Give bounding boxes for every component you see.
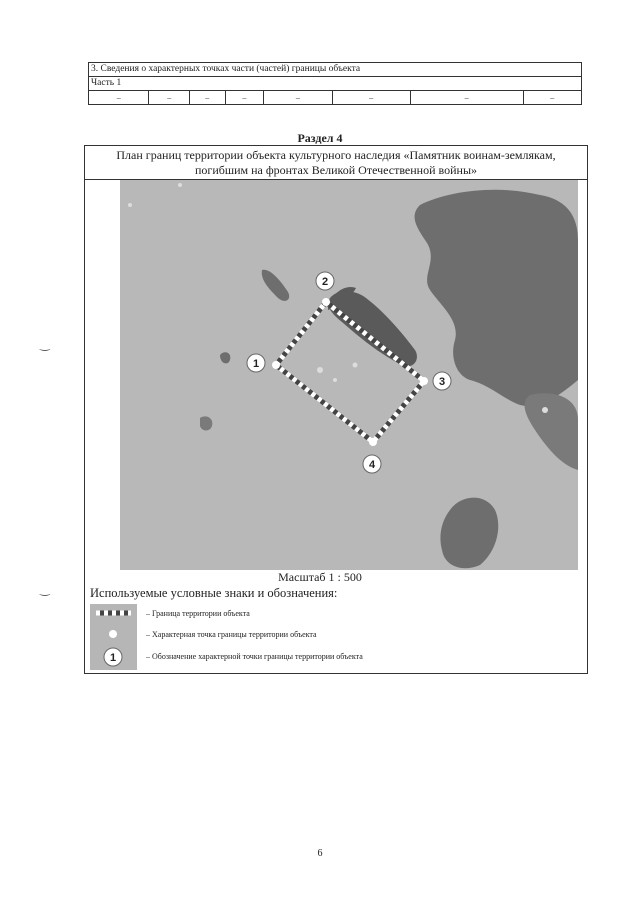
point-label-2 xyxy=(316,272,334,290)
boundary-map xyxy=(120,180,578,570)
legend-symbols xyxy=(90,604,137,670)
svg-text:1: 1 xyxy=(252,358,260,370)
boundary-point-dot xyxy=(420,377,428,385)
dark-area-bottom xyxy=(440,498,498,569)
dark-area-right-lower xyxy=(525,393,578,470)
plan-title-line-1: План границ территории объекта культурного наследия «Памятник воинам-землякам, xyxy=(116,148,556,162)
binding-mark: ‿ xyxy=(40,582,50,596)
svg-text:4: 4 xyxy=(368,459,376,471)
plan-title-line-2: погибшим на фронтах Великой Отечественной войны» xyxy=(194,163,478,177)
boundary-point-dot xyxy=(369,438,377,446)
legend-point-symbol xyxy=(109,630,117,638)
boundary-point-dot xyxy=(322,298,330,306)
section-title: Раздел 4 xyxy=(297,131,343,145)
point-label-3 xyxy=(433,372,451,390)
table-cell: – xyxy=(411,91,524,104)
table-cell: – xyxy=(264,91,332,104)
table-cell: – xyxy=(226,91,265,104)
dark-patch-left-top xyxy=(262,270,289,301)
table-cell: – xyxy=(333,91,411,104)
binding-mark: ‿ xyxy=(40,337,50,351)
table-cell: – xyxy=(89,91,149,104)
dark-patch-mid xyxy=(220,352,230,363)
map-svg xyxy=(120,180,578,570)
table-cell: – xyxy=(149,91,190,104)
dark-patch-left xyxy=(200,416,212,430)
table-part-label: Часть 1 xyxy=(89,77,581,91)
svg-text:1: 1 xyxy=(109,652,117,664)
table-cell: – xyxy=(550,93,555,102)
legend-item-boundary: – Граница территории объекта xyxy=(146,609,250,618)
legend-symbols-svg xyxy=(90,604,137,670)
plan-title xyxy=(85,146,587,180)
svg-text:3: 3 xyxy=(438,376,446,388)
legend-item-point-number: – Обозначение характерной точки границы территории объекта xyxy=(146,652,363,661)
legend-title: Используемые условные знаки и обозначения: xyxy=(90,586,338,600)
characteristic-points-table xyxy=(88,62,582,105)
table-cell: – xyxy=(190,91,226,104)
svg-text:2: 2 xyxy=(321,276,329,288)
map-scale: Масштаб 1 : 500 xyxy=(278,570,362,584)
page-number: 6 xyxy=(317,848,323,859)
legend-item-point: – Характерная точка границы территории объекта xyxy=(146,630,317,639)
boundary-point-dot xyxy=(272,361,280,369)
table-heading: 3. Сведения о характерных точках части (частей) границы объекта xyxy=(89,63,581,77)
point-label-4 xyxy=(363,455,381,473)
point-label-1 xyxy=(247,354,265,372)
table-row xyxy=(89,91,581,104)
